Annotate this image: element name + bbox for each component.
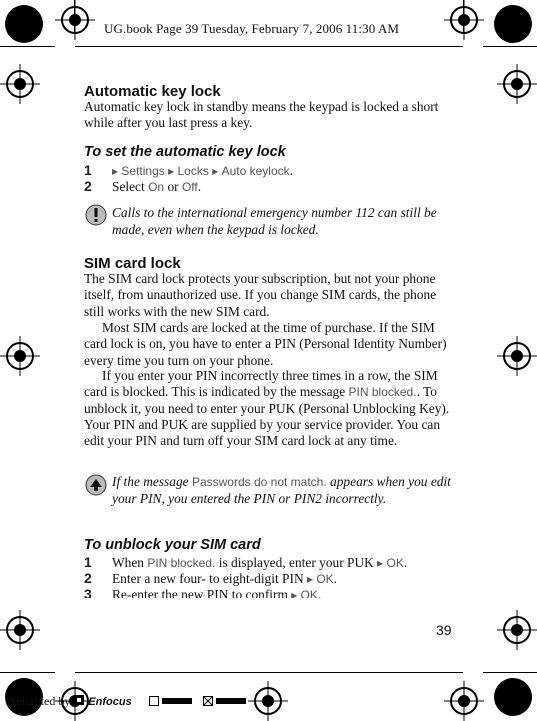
ok-key: OK bbox=[316, 572, 334, 586]
footer-redacted-mark bbox=[216, 698, 246, 704]
exclamation-icon bbox=[85, 204, 107, 226]
registration-mark-icon bbox=[497, 64, 537, 104]
checkbox-checked-icon bbox=[203, 696, 213, 706]
note-text: appears when you edit your PIN, you entered the PIN or PIN2 incorrectly. bbox=[112, 474, 451, 506]
page-header: UG.book Page 39 Tuesday, February 7, 2006 11:30 AM bbox=[104, 21, 400, 36]
prelighted-footer bbox=[6, 694, 246, 709]
step-prefix: Re-enter the new PIN to confirm bbox=[112, 587, 292, 598]
step-prefix: Enter a new four- to eight-digit PIN bbox=[112, 571, 307, 586]
step-end: . bbox=[333, 571, 338, 586]
footer-prefix: Prelighted by bbox=[6, 694, 71, 708]
tip-icon bbox=[85, 474, 107, 496]
sim-lock-paragraph-1: The SIM card lock protects your subscription, but not your phone itself, from unauthorized use. If you change SIM cards, the phone still works with the new SIM card. bbox=[84, 271, 437, 319]
triangle-right-icon: ▸ bbox=[168, 164, 175, 178]
step-number: 2 bbox=[84, 570, 92, 586]
step-end: . bbox=[317, 587, 322, 598]
footer-brand: Enfocus bbox=[88, 696, 132, 708]
step-or: or bbox=[164, 179, 182, 194]
enfocus-logo-icon bbox=[73, 694, 85, 706]
step-text bbox=[112, 555, 407, 571]
step-number: 3 bbox=[84, 587, 92, 598]
triangle-right-icon: ▸ bbox=[212, 164, 219, 178]
checkbox-icon bbox=[149, 696, 159, 706]
step-number: 1 bbox=[84, 554, 92, 570]
triangle-right-icon: ▸ bbox=[377, 556, 387, 570]
step-end: . bbox=[403, 555, 408, 570]
registration-mark-icon bbox=[55, 0, 95, 40]
step-text bbox=[112, 179, 201, 195]
registration-mark-icon bbox=[0, 336, 40, 376]
section-title-automatic-key-lock: Automatic key lock bbox=[84, 83, 221, 100]
step-prefix: Select bbox=[112, 179, 149, 194]
note-text: If the message bbox=[112, 474, 192, 489]
registration-mark-icon bbox=[497, 336, 537, 376]
corner-circle-icon bbox=[491, 2, 535, 46]
trim-line-top bbox=[75, 46, 463, 47]
triangle-right-icon: ▸ bbox=[291, 588, 301, 598]
step-text bbox=[112, 163, 293, 179]
sim-lock-paragraph-3 bbox=[84, 368, 456, 449]
page-number: 39 bbox=[436, 622, 452, 638]
message-pin-blocked: PIN blocked. bbox=[147, 556, 216, 570]
registration-mark-icon bbox=[444, 681, 484, 721]
footer-redacted-mark bbox=[162, 698, 192, 704]
trim-line-right-bottom-side bbox=[483, 672, 537, 673]
trim-line-right-side bbox=[483, 46, 537, 47]
autolock-description: Automatic key lock in standby means the keypad is locked a short while after you last press a key. bbox=[84, 99, 439, 131]
step-middle: is displayed, enter your PUK bbox=[215, 555, 378, 570]
paragraph-text: If you enter your PIN incorrectly three times in a row, the SIM card is blocked. This is indicated by the message bbox=[84, 368, 438, 400]
step-text bbox=[112, 587, 321, 598]
step-number: 1 bbox=[84, 162, 92, 178]
corner-circle-icon bbox=[2, 2, 46, 46]
option-off: Off bbox=[181, 180, 198, 194]
triangle-right-icon: ▸ bbox=[306, 572, 317, 586]
registration-mark-icon bbox=[0, 610, 40, 650]
registration-mark-icon bbox=[0, 64, 40, 104]
subheading-set-automatic-key-lock: To set the automatic key lock bbox=[84, 144, 286, 160]
sim-lock-paragraph-2: Most SIM cards are locked at the time of purchase. If the SIM card lock is on, you have to enter a PIN (Personal Identity Number) every time you turn on your phone. bbox=[84, 320, 447, 368]
passwords-mismatch-note bbox=[112, 474, 452, 507]
message-pin-blocked: PIN blocked. bbox=[348, 385, 417, 400]
message-passwords-do-not-match: Passwords do not match. bbox=[191, 475, 327, 489]
trim-line-left-bottom-side bbox=[0, 672, 55, 673]
step-3-unblock bbox=[84, 587, 456, 598]
ok-key: OK bbox=[300, 588, 318, 598]
step-number: 2 bbox=[84, 178, 92, 194]
step-end: . bbox=[289, 163, 294, 178]
step-text bbox=[112, 571, 337, 587]
subheading-unblock-sim: To unblock your SIM card bbox=[84, 537, 261, 553]
paragraph-text: . To unblock it, you need to enter your PUK (Personal Unblocking Key). Your PIN and PUK are supplied by your service provider. You can edit your PIN and turn off your SIM card lock at any time. bbox=[84, 384, 450, 449]
registration-mark-icon bbox=[248, 681, 288, 721]
ok-key: OK bbox=[386, 556, 404, 570]
step-prefix: When bbox=[112, 555, 148, 570]
menu-path-item: Auto keylock bbox=[221, 164, 290, 178]
registration-mark-icon bbox=[497, 610, 537, 650]
trim-line-left-side bbox=[0, 46, 55, 47]
corner-circle-icon bbox=[491, 675, 535, 719]
option-on: On bbox=[148, 180, 165, 194]
triangle-right-icon: ▸ bbox=[112, 164, 119, 178]
registration-mark-icon bbox=[444, 0, 484, 40]
trim-line-bottom bbox=[75, 672, 463, 673]
emergency-call-note: Calls to the international emergency number 112 can still be made, even when the keypad is locked. bbox=[112, 205, 437, 237]
step-end: . bbox=[197, 179, 202, 194]
menu-path-item: Settings bbox=[121, 164, 165, 178]
section-title-sim-card-lock: SIM card lock bbox=[84, 255, 181, 272]
menu-path-item: Locks bbox=[177, 164, 209, 178]
